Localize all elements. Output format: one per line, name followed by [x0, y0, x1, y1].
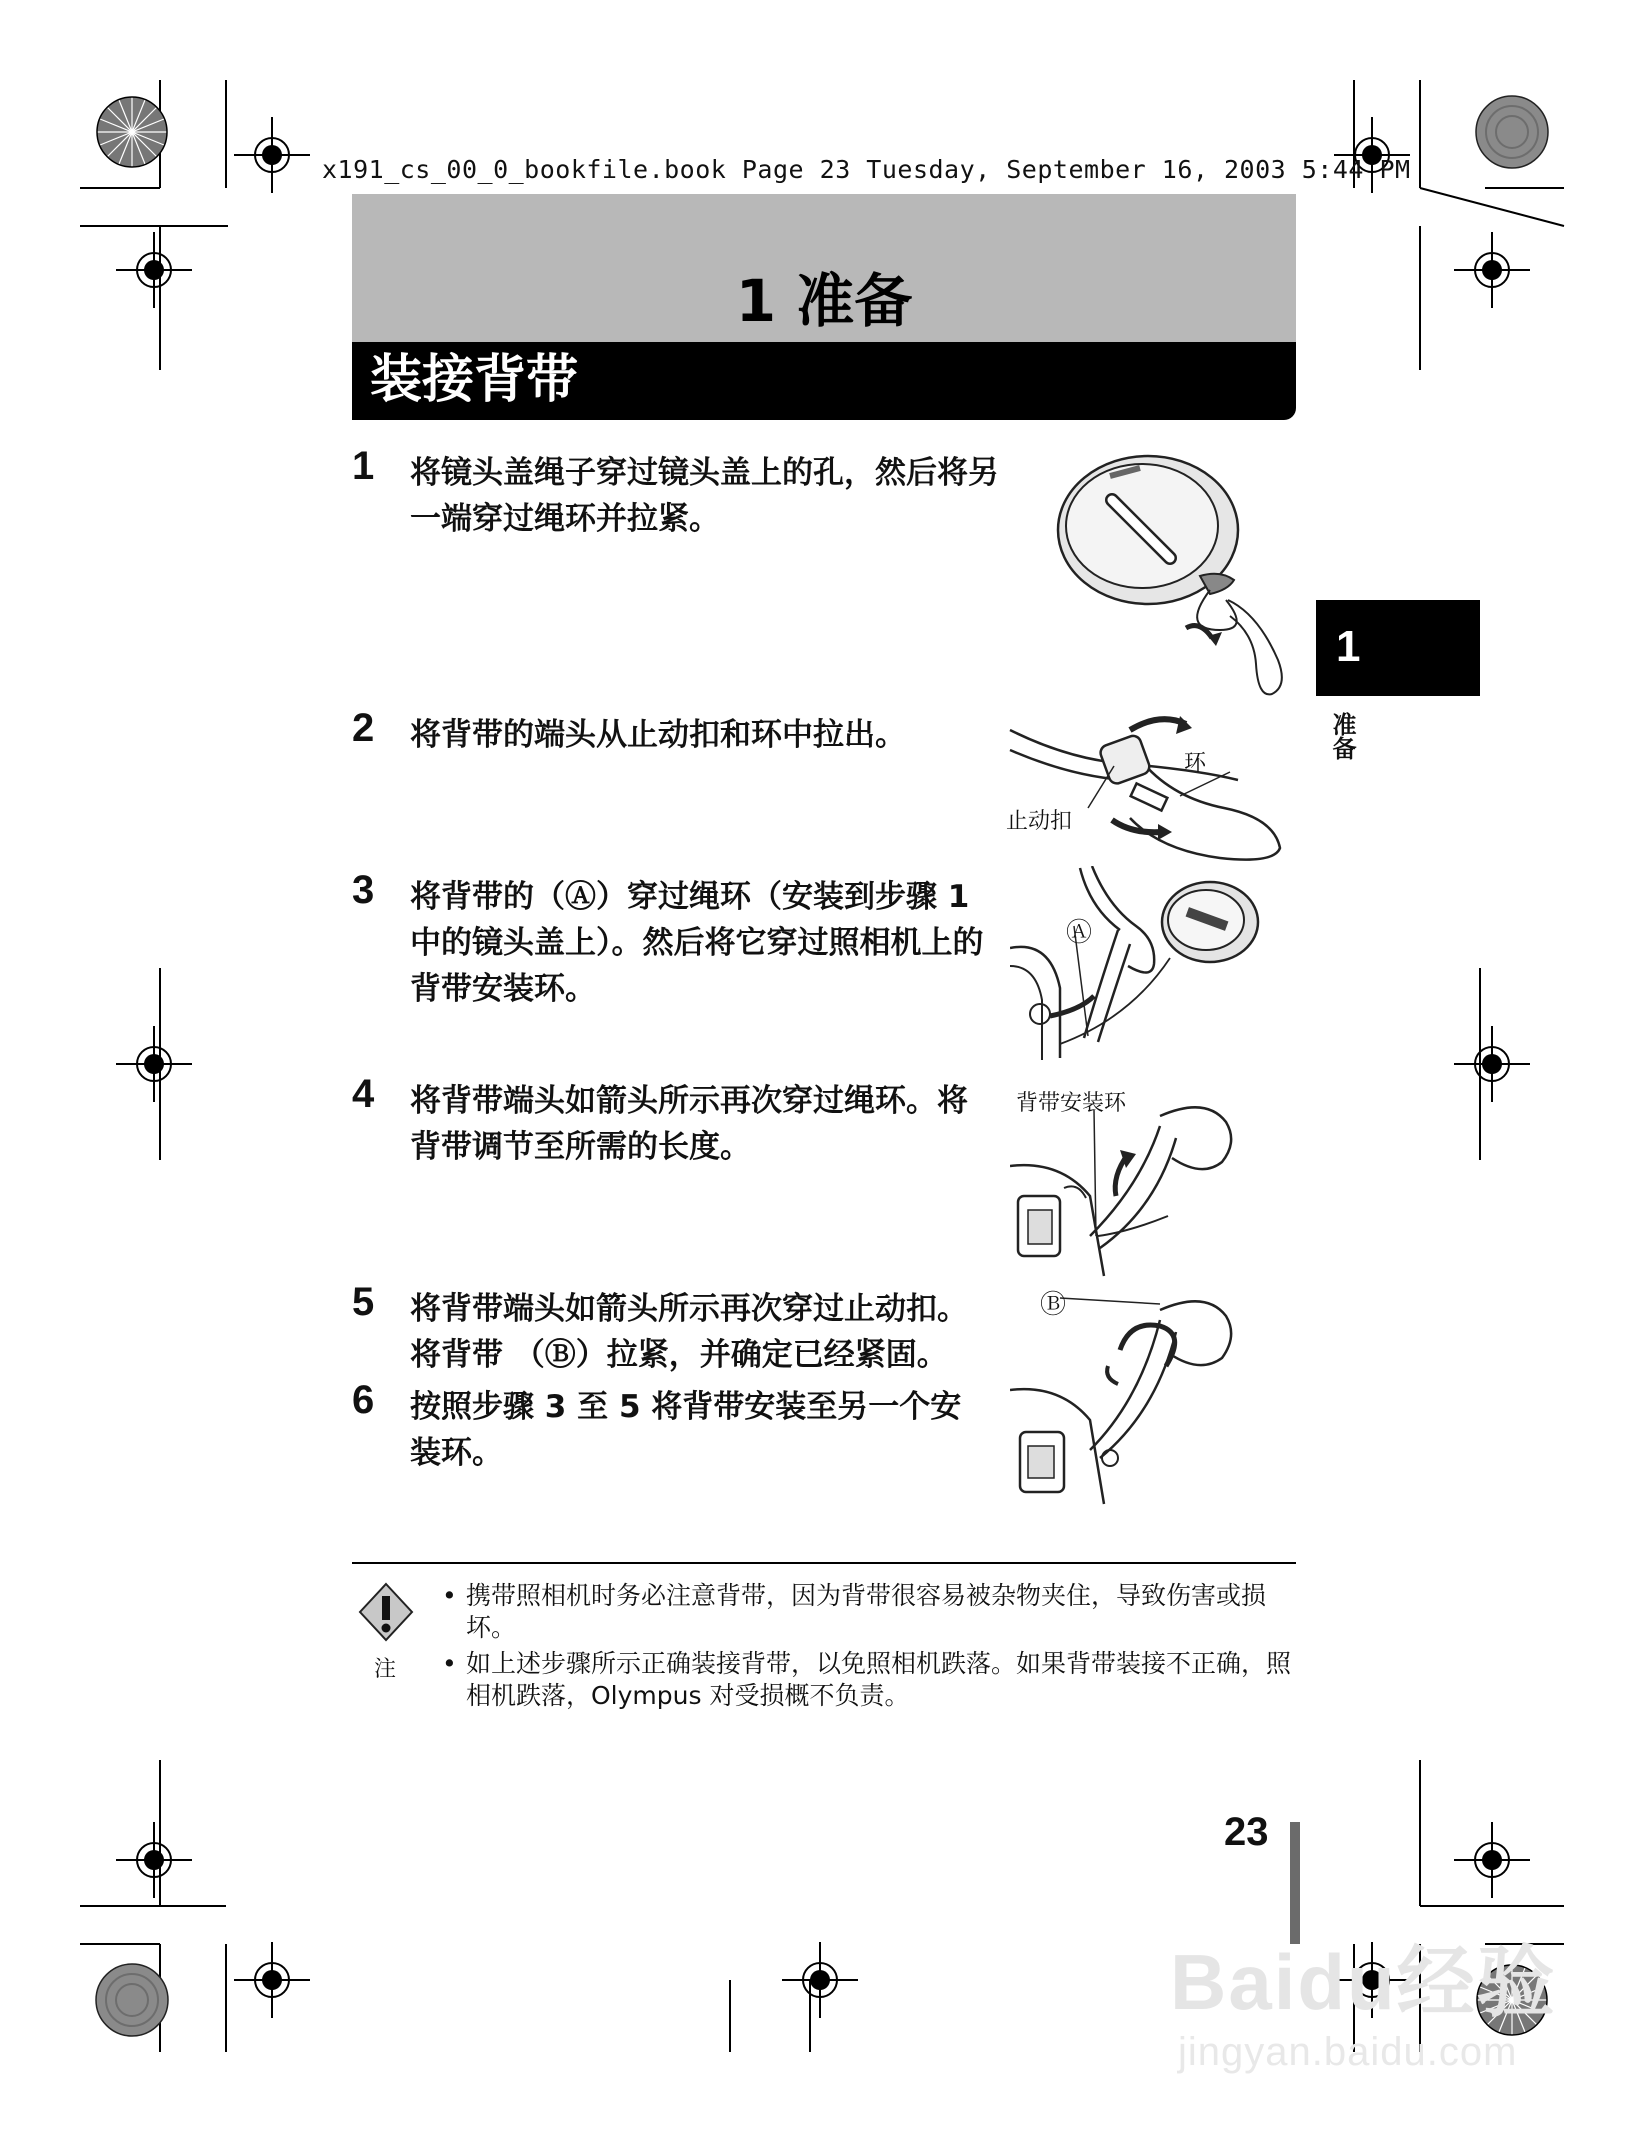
note-icon-label: 注: [374, 1657, 397, 1682]
note-divider: [352, 1562, 1296, 1564]
step-number: 3: [352, 868, 375, 912]
print-header: x191_cs_00_0_bookfile.book Page 23 Tuesday, September 16, 2003 5:44 PM: [322, 155, 1411, 184]
step-text: 将背带端头如箭头所示再次穿过绳环。将背带调节至所需的长度。: [410, 1083, 968, 1165]
step-text: 将背带的端头从止动扣和环中拉出。: [410, 717, 906, 753]
step-number: 6: [352, 1378, 375, 1422]
strap-tighten-illustration: [1010, 1290, 1290, 1510]
strap-buckle-illustration: [1004, 704, 1294, 864]
note-list: [436, 1580, 1296, 1716]
step-text: 按照步骤 3 至 5 将背带安装至另一个安装环。: [410, 1389, 962, 1471]
step-number: 5: [352, 1280, 375, 1324]
watermark-logo: Baidu经验: [1170, 1938, 1557, 2026]
ring-label: 环: [1184, 751, 1207, 776]
note-item: • 携带照相机时务必注意背带，因为背带很容易被杂物夹住，导致伤害或损坏。: [436, 1580, 1296, 1644]
callout-b-label: Ⓑ: [1040, 1290, 1067, 1320]
step-number: 4: [352, 1072, 375, 1116]
section-band: [352, 342, 1296, 420]
chapter-side-tab: [1316, 600, 1480, 696]
buckle-label: 止动扣: [1006, 809, 1073, 834]
side-tab-label: 准备: [1328, 712, 1356, 760]
chapter-band: [352, 194, 1296, 342]
watermark-url: jingyan.baidu.com: [1178, 2030, 1518, 2074]
side-tab-number: 1: [1336, 622, 1361, 671]
sunburst-registration-icon: [97, 97, 167, 167]
step-number: 1: [352, 444, 375, 488]
chapter-title: 1 准备: [735, 267, 913, 335]
page-number: 23: [1224, 1810, 1269, 1854]
step-text: 将背带端头如箭头所示再次穿过止动扣。将背带 （Ⓑ）拉紧，并确定已经紧固。: [410, 1291, 968, 1373]
note-item: • 如上述步骤所示正确装接背带，以免照相机跌落。如果背带装接不正确，照相机跌落，Olympus 对受损概不负责。: [436, 1648, 1296, 1712]
callout-a-label: Ⓐ: [1066, 918, 1093, 948]
step-number: 2: [352, 706, 375, 750]
lens-cap-illustration: [1050, 450, 1290, 700]
step-text: 将背带的（Ⓐ）穿过绳环（安装到步骤 1 中的镜头盖上）。然后将它穿过照相机上的背带安装环。: [410, 879, 984, 1007]
step-text: 将镜头盖绳子穿过镜头盖上的孔，然后将另一端穿过绳环并拉紧。: [410, 455, 999, 537]
strap-ring-label: 背带安装环: [1016, 1091, 1127, 1116]
section-title: 装接背带: [370, 350, 579, 410]
strap-attach-illustration: [1010, 866, 1290, 1066]
